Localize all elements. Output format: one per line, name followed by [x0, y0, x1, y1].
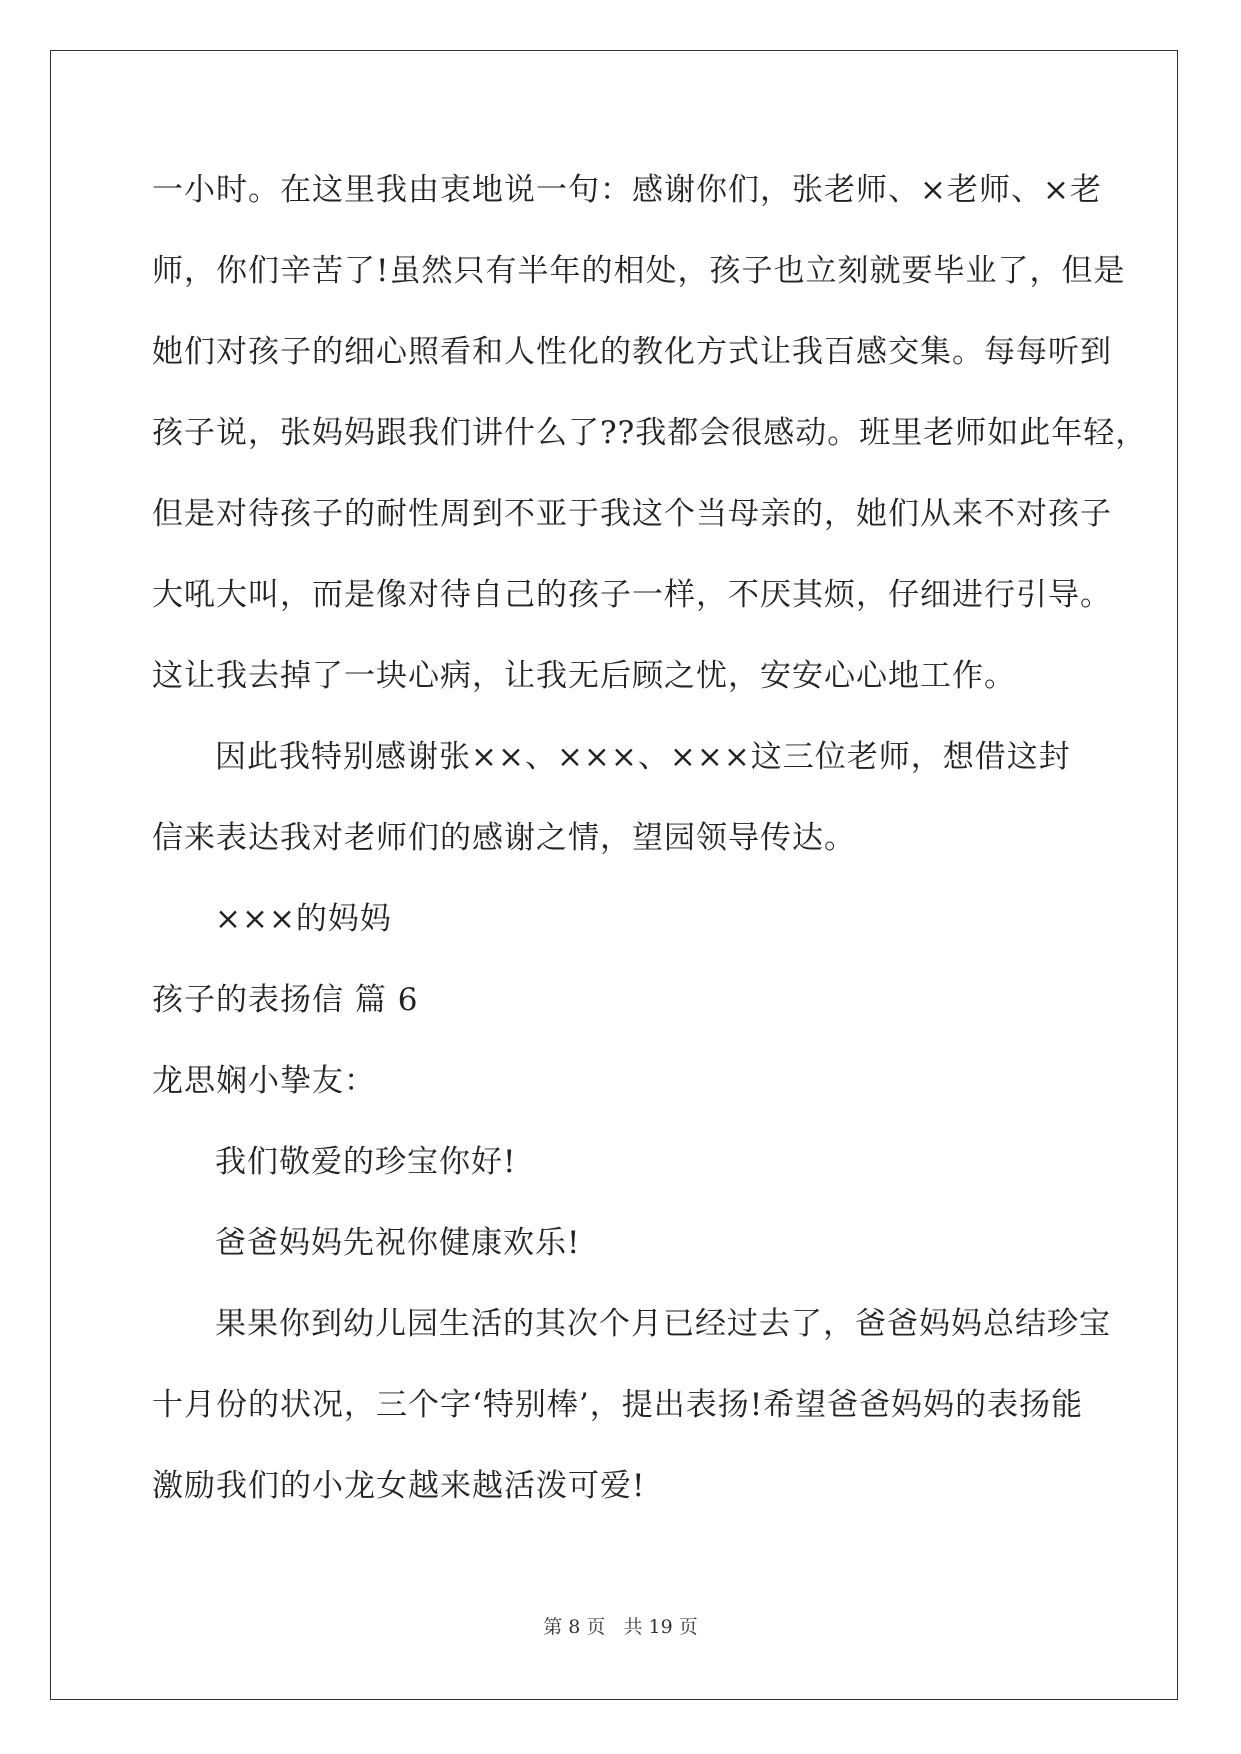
signature-line: ×××的妈妈: [215, 901, 392, 937]
text-line: 一小时。在这里我由衷地说一句：感谢你们，张老师、×老师、×老: [152, 172, 1102, 208]
text-line: 激励我们的小龙女越来越活泼可爱!: [152, 1468, 646, 1504]
text-line: 爸爸妈妈先祝你健康欢乐!: [215, 1225, 581, 1261]
section-heading: 孩子的表扬信 篇 6: [152, 982, 419, 1018]
document-body: [152, 160, 1148, 1537]
text-line: 但是对待孩子的耐性周到不亚于我这个当母亲的，她们从来不对孩子: [152, 496, 1112, 532]
text-line: 因此我特别感谢张××、×××、×××这三位老师，想借这封: [215, 739, 1071, 775]
text-line: 十月份的状况，三个字‘特别棒’，提出表扬!希望爸爸妈妈的表扬能: [152, 1387, 1084, 1423]
text-line: 她们对孩子的细心照看和人性化的教化方式让我百感交集。每每听到: [152, 334, 1112, 370]
text-line: 我们敬爱的珍宝你好!: [215, 1144, 517, 1180]
text-line: 信来表达我对老师们的感谢之情，望园领导传达。: [152, 820, 856, 856]
text-line: 孩子说，张妈妈跟我们讲什么了??我都会很感动。班里老师如此年轻，: [152, 415, 1148, 451]
text-line: 大吼大叫，而是像对待自己的孩子一样，不厌其烦，仔细进行引导。: [152, 577, 1112, 613]
page-number: 第 8 页: [543, 1616, 606, 1638]
page-footer: [0, 1612, 1241, 1639]
page-total: 共 19 页: [623, 1616, 698, 1638]
text-line: 果果你到幼儿园生活的其次个月已经过去了，爸爸妈妈总结珍宝: [215, 1306, 1111, 1342]
salutation: 龙思娴小挚友：: [152, 1063, 376, 1099]
text-line: 师，你们辛苦了!虽然只有半年的相处，孩子也立刻就要毕业了，但是: [152, 253, 1126, 289]
text-line: 这让我去掉了一块心病，让我无后顾之忧，安安心心地工作。: [152, 658, 1016, 694]
